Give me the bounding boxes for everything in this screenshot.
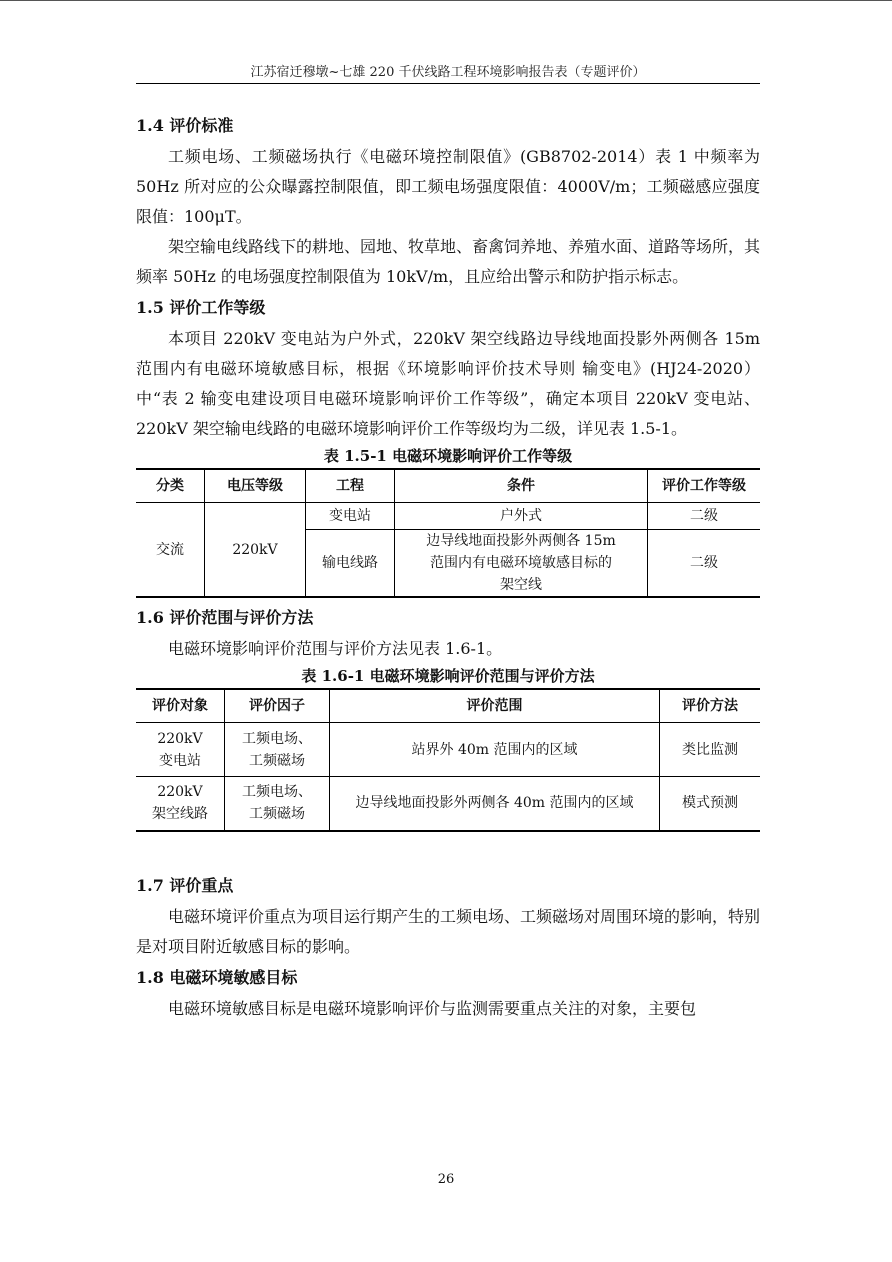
section-heading-1-7: 1.7 评价重点 (136, 875, 234, 895)
table-header-cell: 评价工作等级 (648, 469, 761, 503)
condition-cell: 边导线地面投影外两侧各 15m 范围内有电磁环境敏感目标的架空线 (395, 530, 648, 598)
paragraph-1-4-b: 架空输电线路线下的耕地、园地、牧草地、畜禽饲养地、养殖水面、道路等场所，其频率 50Hz 的电场强度控制限值为 10kV/m，且应给出警示和防护指示标志。 (136, 237, 761, 286)
section-heading-1-5: 1.5 评价工作等级 (136, 298, 266, 317)
factor-cell (225, 777, 330, 831)
table-header-row (136, 689, 760, 723)
object-line-2: 架空线路 (152, 806, 208, 823)
object-line-2: 变电站 (159, 752, 201, 769)
table-1-5-1 (136, 468, 760, 598)
table-1-6-1 (136, 688, 760, 832)
page-content (136, 110, 760, 1024)
paragraph-1-7: 电磁环境评价重点为项目运行期产生的工频电场、工频磁场对周围环境的影响，特别是对项目附近敏感目标的影响。 (136, 906, 761, 956)
range-cell: 边导线地面投影外两侧各 40m 范围内的区域 (330, 777, 660, 831)
table-header-cell: 分类 (136, 469, 205, 503)
condition-cell: 户外式 (395, 503, 648, 530)
table-header-cell: 工程 (306, 469, 395, 503)
method-cell: 类比监测 (660, 723, 761, 777)
grade-cell: 二级 (648, 503, 761, 530)
factor-line-1: 工频电场、 (242, 730, 312, 747)
object-line-1: 220kV (157, 730, 203, 747)
table-header-row (136, 469, 760, 503)
paragraph-1-6: 电磁环境影响评价范围与评价方法见表 1.6-1。 (168, 639, 503, 658)
paragraph-1-8: 电磁环境敏感目标是电磁环境影响评价与监测需要重点关注的对象，主要包 (168, 998, 697, 1018)
table-row (136, 723, 760, 777)
factor-line-1: 工频电场、 (242, 784, 312, 801)
paragraph-1-5: 本项目 220kV 变电站为户外式，220kV 架空线路边导线地面投影外两侧各 15m 范围内有电磁环境敏感目标，根据《环境影响评价技术导则 输变电》(HJ24-2020）中“表 2 输变电建设项目电磁环境影响评价工作等级”，确定本项目 220kV 变电站、220kV 架空输电线路的电磁环境影响评价工作等级均为二级，详见表 1.5-1。 (136, 329, 760, 438)
table-header-cell: 电压等级 (205, 469, 306, 503)
factor-line-2: 工频磁场 (249, 806, 305, 823)
section-heading-1-4: 1.4 评价标准 (136, 116, 234, 135)
project-cell: 输电线路 (306, 530, 395, 598)
header-rule (136, 83, 760, 84)
table-1-5-1-caption: 表 1.5-1 电磁环境影响评价工作等级 (323, 447, 573, 465)
table-row (136, 777, 760, 831)
object-cell (136, 777, 225, 831)
table-header-cell: 评价范围 (330, 689, 660, 723)
page-header: 江苏宿迁穆墩~七雄 220 千伏线路工程环境影响报告表（专题评价） (250, 65, 646, 80)
table-header-cell: 评价因子 (225, 689, 330, 723)
section-heading-1-8: 1.8 电磁环境敏感目标 (136, 967, 298, 987)
table-header-cell: 评价对象 (136, 689, 225, 723)
method-cell: 模式预测 (660, 777, 761, 831)
page-number: 26 (437, 1172, 455, 1187)
object-cell (136, 723, 225, 777)
factor-cell (225, 723, 330, 777)
table-row (136, 503, 760, 530)
grade-cell: 二级 (648, 530, 761, 598)
table-header-cell: 评价方法 (660, 689, 761, 723)
object-line-1: 220kV (157, 784, 203, 801)
range-cell: 站界外 40m 范围内的区域 (330, 723, 660, 777)
section-heading-1-6: 1.6 评价范围与评价方法 (136, 608, 314, 627)
project-cell: 变电站 (306, 503, 395, 530)
paragraph-1-4-a: 工频电场、工频磁场执行《电磁环境控制限值》(GB8702-2014）表 1 中频率为 50Hz 所对应的公众曝露控制限值，即工频电场强度限值：4000V/m；工频磁感应强度限值：100μT。 (136, 147, 760, 226)
factor-line-2: 工频磁场 (249, 752, 305, 769)
table-1-6-1-caption: 表 1.6-1 电磁环境影响评价范围与评价方法 (301, 667, 595, 685)
top-border (0, 0, 892, 1)
voltage-cell: 220kV (205, 503, 306, 598)
category-cell: 交流 (136, 503, 205, 598)
table-header-cell: 条件 (395, 469, 648, 503)
